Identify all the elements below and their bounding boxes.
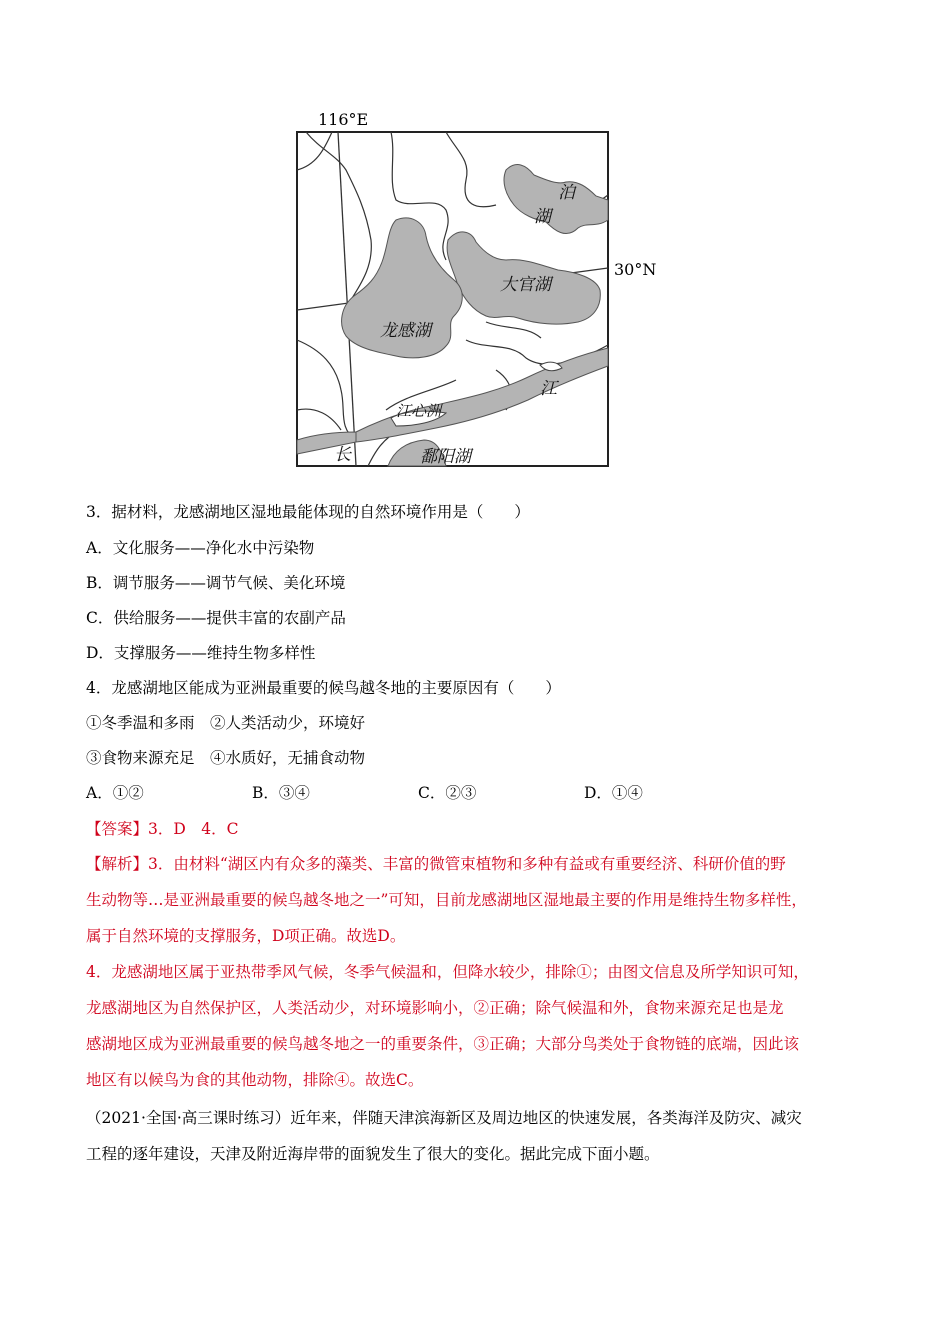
map-graphic — [296, 110, 656, 470]
chang-label: 长 — [334, 445, 351, 465]
analysis-line-2: 生动物等…是亚洲最重要的候鸟越冬地之一”可知，目前龙感湖地区湿地最主要的作用是维持生物多样性， — [86, 891, 807, 909]
jiangxinzhou-label: 江心洲 — [396, 402, 442, 420]
poyang-lake-label: 鄱阳湖 — [420, 447, 471, 467]
analysis-line-5: 龙感湖地区为自然保护区，人类活动少，对环境影响小，②正确；除气候温和外，食物来源充足也是龙 — [86, 999, 784, 1017]
daguan-lake-label: 大官湖 — [500, 275, 551, 295]
parallel-label: 30°N — [614, 260, 657, 279]
analysis-line-1: 【解析】3．由材料“湖区内有众多的藻类、丰富的微管束植物和多种有益或有重要经济、科研价值的野 — [86, 855, 786, 873]
q3-option-c: C．供给服务——提供丰富的农副产品 — [86, 609, 346, 627]
analysis-line-6: 感湖地区成为亚洲最重要的候鸟越冬地之一的重要条件，③正确；大部分鸟类处于食物链的底端，因此该 — [86, 1035, 800, 1053]
next-intro-line-2: 工程的逐年建设，天津及附近海岸带的面貌发生了很大的变化。据此完成下面小题。 — [86, 1145, 660, 1163]
q4-option-d: D．①④ — [584, 784, 643, 802]
lake-region-map — [296, 110, 656, 470]
jiang-label: 江 — [540, 379, 557, 399]
answer: 【答案】3．D 4．C — [86, 820, 239, 838]
q4-option-a: A．①② — [86, 784, 144, 802]
q3-option-a: A．文化服务——净化水中污染物 — [86, 539, 315, 557]
q3-stem: 3．据材料，龙感湖地区湿地最能体现的自然环境作用是（ ） — [86, 503, 530, 521]
analysis-line-4: 4．龙感湖地区属于亚热带季风气候，冬季气候温和，但降水较少，排除①；由图文信息及所学知识可知， — [86, 963, 809, 981]
q3-option-d: D．支撑服务——维持生物多样性 — [86, 644, 316, 662]
longgan-lake-label: 龙感湖 — [380, 321, 431, 341]
q4-items-line1: ①冬季温和多雨 ②人类活动少，环境好 — [86, 714, 366, 732]
q3-option-b: B．调节服务——调节气候、美化环境 — [86, 574, 346, 592]
meridian-label: 116°E — [318, 110, 369, 129]
analysis-line-7: 地区有以候鸟为食的其他动物，排除④。故选C。 — [86, 1071, 424, 1089]
q4-option-b: B．③④ — [252, 784, 310, 802]
bo-lake-label-1: 泊 — [558, 183, 575, 203]
next-intro-line-1: （2021·全国·高三课时练习）近年来，伴随天津滨海新区及周边地区的快速发展，各类海洋及防灾、减灾 — [86, 1109, 802, 1127]
q4-items-line2: ③食物来源充足 ④水质好，无捕食动物 — [86, 749, 366, 767]
analysis-line-3: 属于自然环境的支撑服务，D项正确。故选D。 — [86, 927, 406, 945]
q4-option-c: C．②③ — [418, 784, 477, 802]
q4-stem: 4．龙感湖地区能成为亚洲最重要的候鸟越冬地的主要原因有（ ） — [86, 679, 561, 697]
bo-lake-label-2: 湖 — [534, 207, 551, 227]
